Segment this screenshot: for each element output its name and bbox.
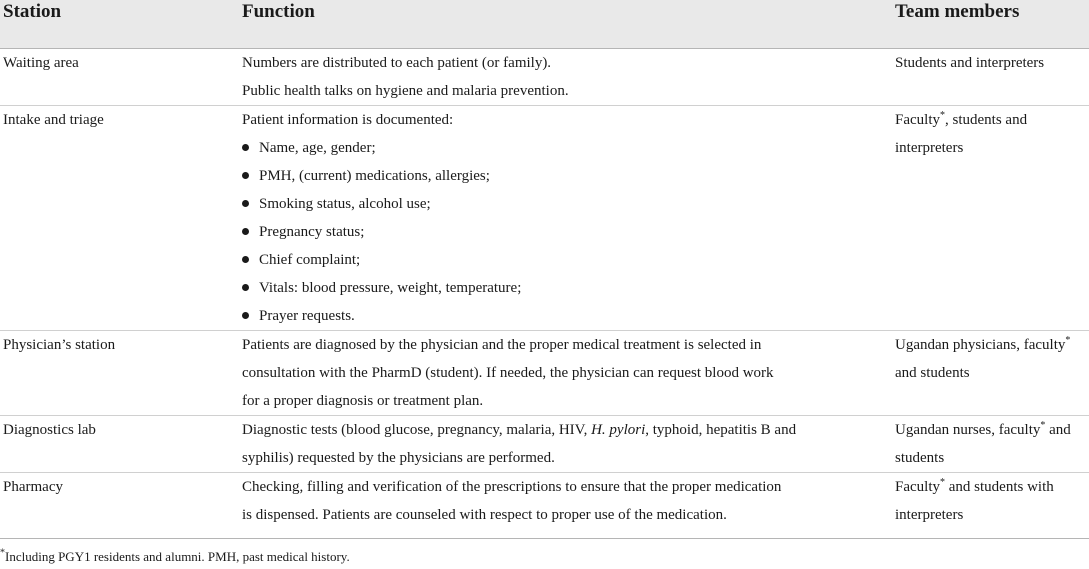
bullet-icon [242,228,249,235]
footnote-marker: * [940,110,945,121]
team-line: Students and interpreters [895,55,1045,71]
station-name: Pharmacy [3,479,63,495]
bullet-text: Smoking status, alcohol use; [259,196,431,212]
table-row [0,473,1089,529]
header-team-members: Team members [895,1,1020,22]
function-line: for a proper diagnosis or treatment plan. [242,393,484,409]
function-line: syphilis) requested by the physicians are performed. [242,450,555,466]
team-line: students [895,450,945,466]
station-name: Physician’s station [3,337,116,353]
bullet-text: Name, age, gender; [259,140,376,156]
bullet-item [242,274,832,302]
function-line [242,416,832,444]
footnote-marker: * [1040,420,1046,431]
table-header-row [0,0,1089,49]
function-cell [242,473,832,529]
team-text: and students with [945,479,1054,495]
team-text: Faculty [895,479,940,495]
table-row [0,416,1089,473]
bullet-icon [242,172,249,179]
function-line: Patients are diagnosed by the physician and the proper medical treatment is selected in [242,337,762,353]
header-function: Function [242,1,315,22]
table-row [0,106,1089,331]
team-text: and [1045,422,1071,438]
bullet-item [242,190,832,218]
bullet-item [242,162,832,190]
footnote-marker: * [940,477,945,488]
table-bottom-rule [0,538,1089,539]
team-line [895,473,1080,501]
bullet-item [242,302,832,330]
team-text: Faculty [895,112,940,128]
bullet-item [242,218,832,246]
function-intro: Patient information is documented: [242,112,454,128]
bullet-icon [242,312,249,319]
bullet-icon [242,256,249,263]
team-cell [895,416,1080,472]
function-line: consultation with the PharmD (student). If needed, the physician can request blood work [242,365,774,381]
station-cell [3,416,223,444]
header-station: Station [3,1,62,22]
function-line: is dispensed. Patients are counseled with respect to proper use of the medication. [242,507,727,523]
bullet-icon [242,144,249,151]
team-line: interpreters [895,140,964,156]
function-cell [242,49,832,105]
station-cell [3,331,223,359]
bullet-text: Vitals: blood pressure, weight, temperature; [259,280,522,296]
team-line [895,416,1080,444]
bullet-text: PMH, (current) medications, allergies; [259,168,490,184]
footnote-text: Including PGY1 residents and alumni. PMH, past medical history. [5,549,350,564]
team-cell [895,49,1080,77]
table-footnote [0,548,350,566]
function-line: Numbers are distributed to each patient (or family). [242,55,552,71]
station-cell [3,106,223,134]
footnote-marker: * [0,547,5,559]
bullet-item [242,134,832,162]
team-line: and students [895,365,970,381]
bullet-icon [242,200,249,207]
bullet-text: Prayer requests. [259,308,355,324]
team-cell [895,331,1080,387]
footnote-marker: * [1065,335,1071,346]
team-text: Ugandan physicians, faculty [895,337,1066,353]
bullet-text: Chief complaint; [259,252,361,268]
function-italic-text: H. pylori [591,422,646,438]
team-line [895,331,1080,359]
team-cell [895,473,1080,529]
team-line [895,106,1080,134]
function-cell [242,331,832,415]
team-text: , students and [945,112,1028,128]
function-cell [242,416,832,472]
bullet-icon [242,284,249,291]
team-text: Ugandan nurses, faculty [895,422,1041,438]
table-row [0,331,1089,416]
station-name: Waiting area [3,55,79,71]
function-line: Checking, filling and verification of the prescriptions to ensure that the proper medication [242,479,782,495]
team-line: interpreters [895,507,964,523]
station-name: Diagnostics lab [3,422,96,438]
function-line: Public health talks on hygiene and malaria prevention. [242,83,569,99]
function-text: Diagnostic tests (blood glucose, pregnancy, malaria, HIV, [242,422,592,438]
function-text: , typhoid, hepatitis B and [645,422,797,438]
table-row [0,49,1089,106]
station-cell [3,473,223,501]
team-cell [895,106,1080,162]
function-cell [242,106,832,330]
station-cell [3,49,223,77]
bullet-text: Pregnancy status; [259,224,365,240]
bullet-item [242,246,832,274]
station-name: Intake and triage [3,112,104,128]
